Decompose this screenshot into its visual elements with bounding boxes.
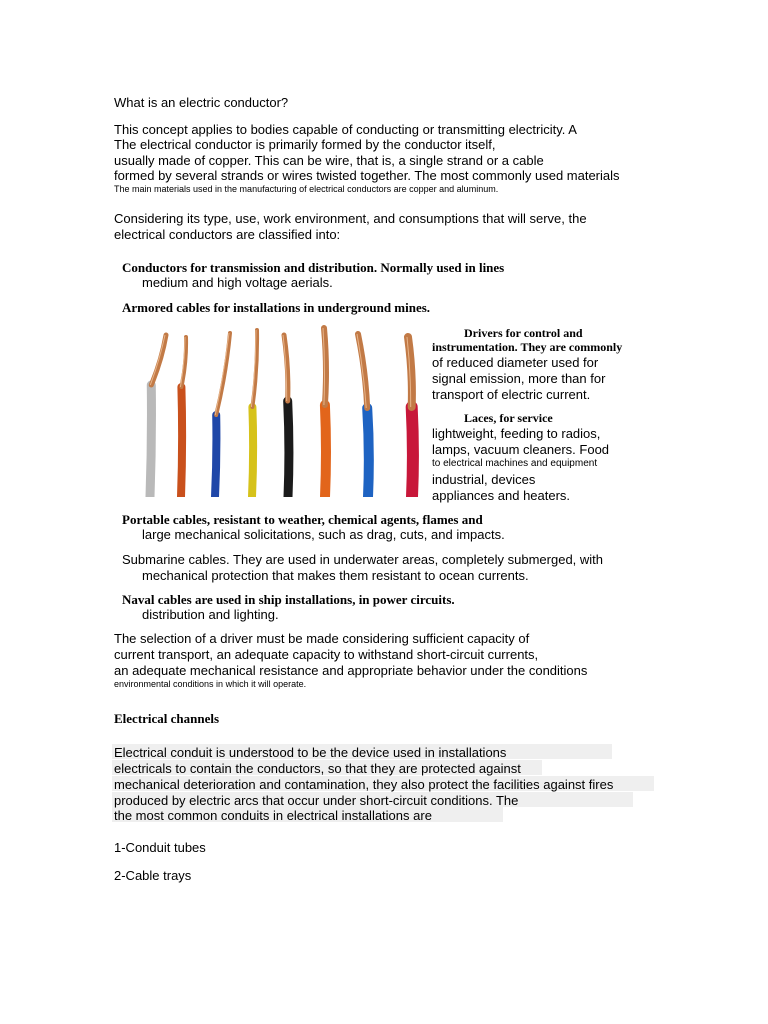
wire-insulation bbox=[288, 401, 289, 497]
bullet-continuation: industrial, devices bbox=[432, 472, 536, 487]
bullet-small-continuation: to electrical machines and equipment bbox=[432, 458, 598, 469]
wire-insulation bbox=[150, 385, 151, 497]
classify-line: electrical conductors are classified into: bbox=[114, 227, 341, 242]
bullet-item bbox=[118, 552, 603, 569]
conduit-line: Electrical conduit is understood to be the device used in installations bbox=[114, 745, 507, 760]
wire-insulation bbox=[325, 405, 326, 497]
bullet-bold-text: Drivers for control and bbox=[464, 326, 583, 340]
bullet-continuation: distribution and lighting. bbox=[142, 607, 279, 622]
wire-insulation bbox=[215, 415, 216, 497]
intro-line: This concept applies to bodies capable of conducting or transmitting electricity. A bbox=[114, 122, 577, 137]
bullet-bold-text: Armored cables for installations in underground mines. bbox=[122, 300, 431, 315]
intro-line: formed by several strands or wires twisted together. The most commonly used materials bbox=[114, 168, 620, 183]
wire-insulation bbox=[252, 407, 253, 497]
bullet-continuation: medium and high voltage aerials. bbox=[142, 275, 333, 290]
bullet-continuation: lightweight, feeding to radios, bbox=[432, 426, 601, 441]
conduit-line: the most common conduits in electrical installations are bbox=[114, 808, 432, 823]
bullet-continuation: transport of electric current. bbox=[432, 387, 591, 402]
bullet-bold-text: Laces, for service bbox=[464, 411, 553, 425]
bullet-bold-text: Conductors for transmission and distribution. Normally used in lines bbox=[122, 260, 505, 275]
bullet-bold-text: Portable cables, resistant to weather, chemical agents, flames and bbox=[122, 512, 483, 527]
bullet-continuation: of reduced diameter used for bbox=[432, 355, 599, 370]
selection-line: The selection of a driver must be made considering sufficient capacity of bbox=[114, 631, 530, 646]
bullet-item bbox=[118, 300, 430, 317]
bullet-bold-text: instrumentation. They are commonly bbox=[432, 340, 623, 354]
bullet-continuation: large mechanical solicitations, such as drag, cuts, and impacts. bbox=[142, 527, 505, 542]
classify-line: Considering its type, use, work environment, and consumptions that will serve, the bbox=[114, 211, 587, 226]
conduit-line: electricals to contain the conductors, so that they are protected against bbox=[114, 761, 521, 776]
bullet-continuation: appliances and heaters. bbox=[432, 488, 571, 503]
wire-insulation bbox=[367, 408, 369, 497]
list-item: 2-Cable trays bbox=[114, 868, 192, 883]
selection-line: an adequate mechanical resistance and appropriate behavior under the conditions bbox=[114, 663, 588, 678]
intro-line: The electrical conductor is primarily formed by the conductor itself, bbox=[114, 137, 496, 152]
wire-insulation bbox=[181, 387, 182, 497]
selection-line: current transport, an adequate capacity to withstand short-circuit currents, bbox=[114, 647, 539, 662]
conduit-line: mechanical deterioration and contamination, they also protect the facilities against fires bbox=[114, 777, 614, 792]
list-item: 1-Conduit tubes bbox=[114, 840, 206, 855]
bullet-bold-text: Naval cables are used in ship installations, in power circuits. bbox=[122, 592, 455, 607]
intro-line: usually made of copper. This can be wire, that is, a single strand or a cable bbox=[114, 153, 544, 168]
bullet-text: Submarine cables. They are used in underwater areas, completely submerged, with bbox=[122, 552, 604, 567]
bullet-continuation: mechanical protection that makes them resistant to ocean currents. bbox=[142, 568, 529, 583]
intro-small-line: The main materials used in the manufacturing of electrical conductors are copper and aluminum. bbox=[114, 184, 499, 194]
section-heading: Electrical channels bbox=[114, 711, 220, 726]
selection-small-line: environmental conditions in which it will operate. bbox=[114, 679, 307, 689]
conduit-line: produced by electric arcs that occur under short-circuit conditions. The bbox=[114, 793, 519, 808]
bullet-continuation: signal emission, more than for bbox=[432, 371, 606, 386]
bullet-continuation: lamps, vacuum cleaners. Food bbox=[432, 442, 610, 457]
electrical-wires-image bbox=[140, 325, 430, 497]
wire-insulation bbox=[412, 407, 413, 497]
page-title: What is an electric conductor? bbox=[114, 95, 289, 110]
bullet-item bbox=[438, 410, 553, 427]
